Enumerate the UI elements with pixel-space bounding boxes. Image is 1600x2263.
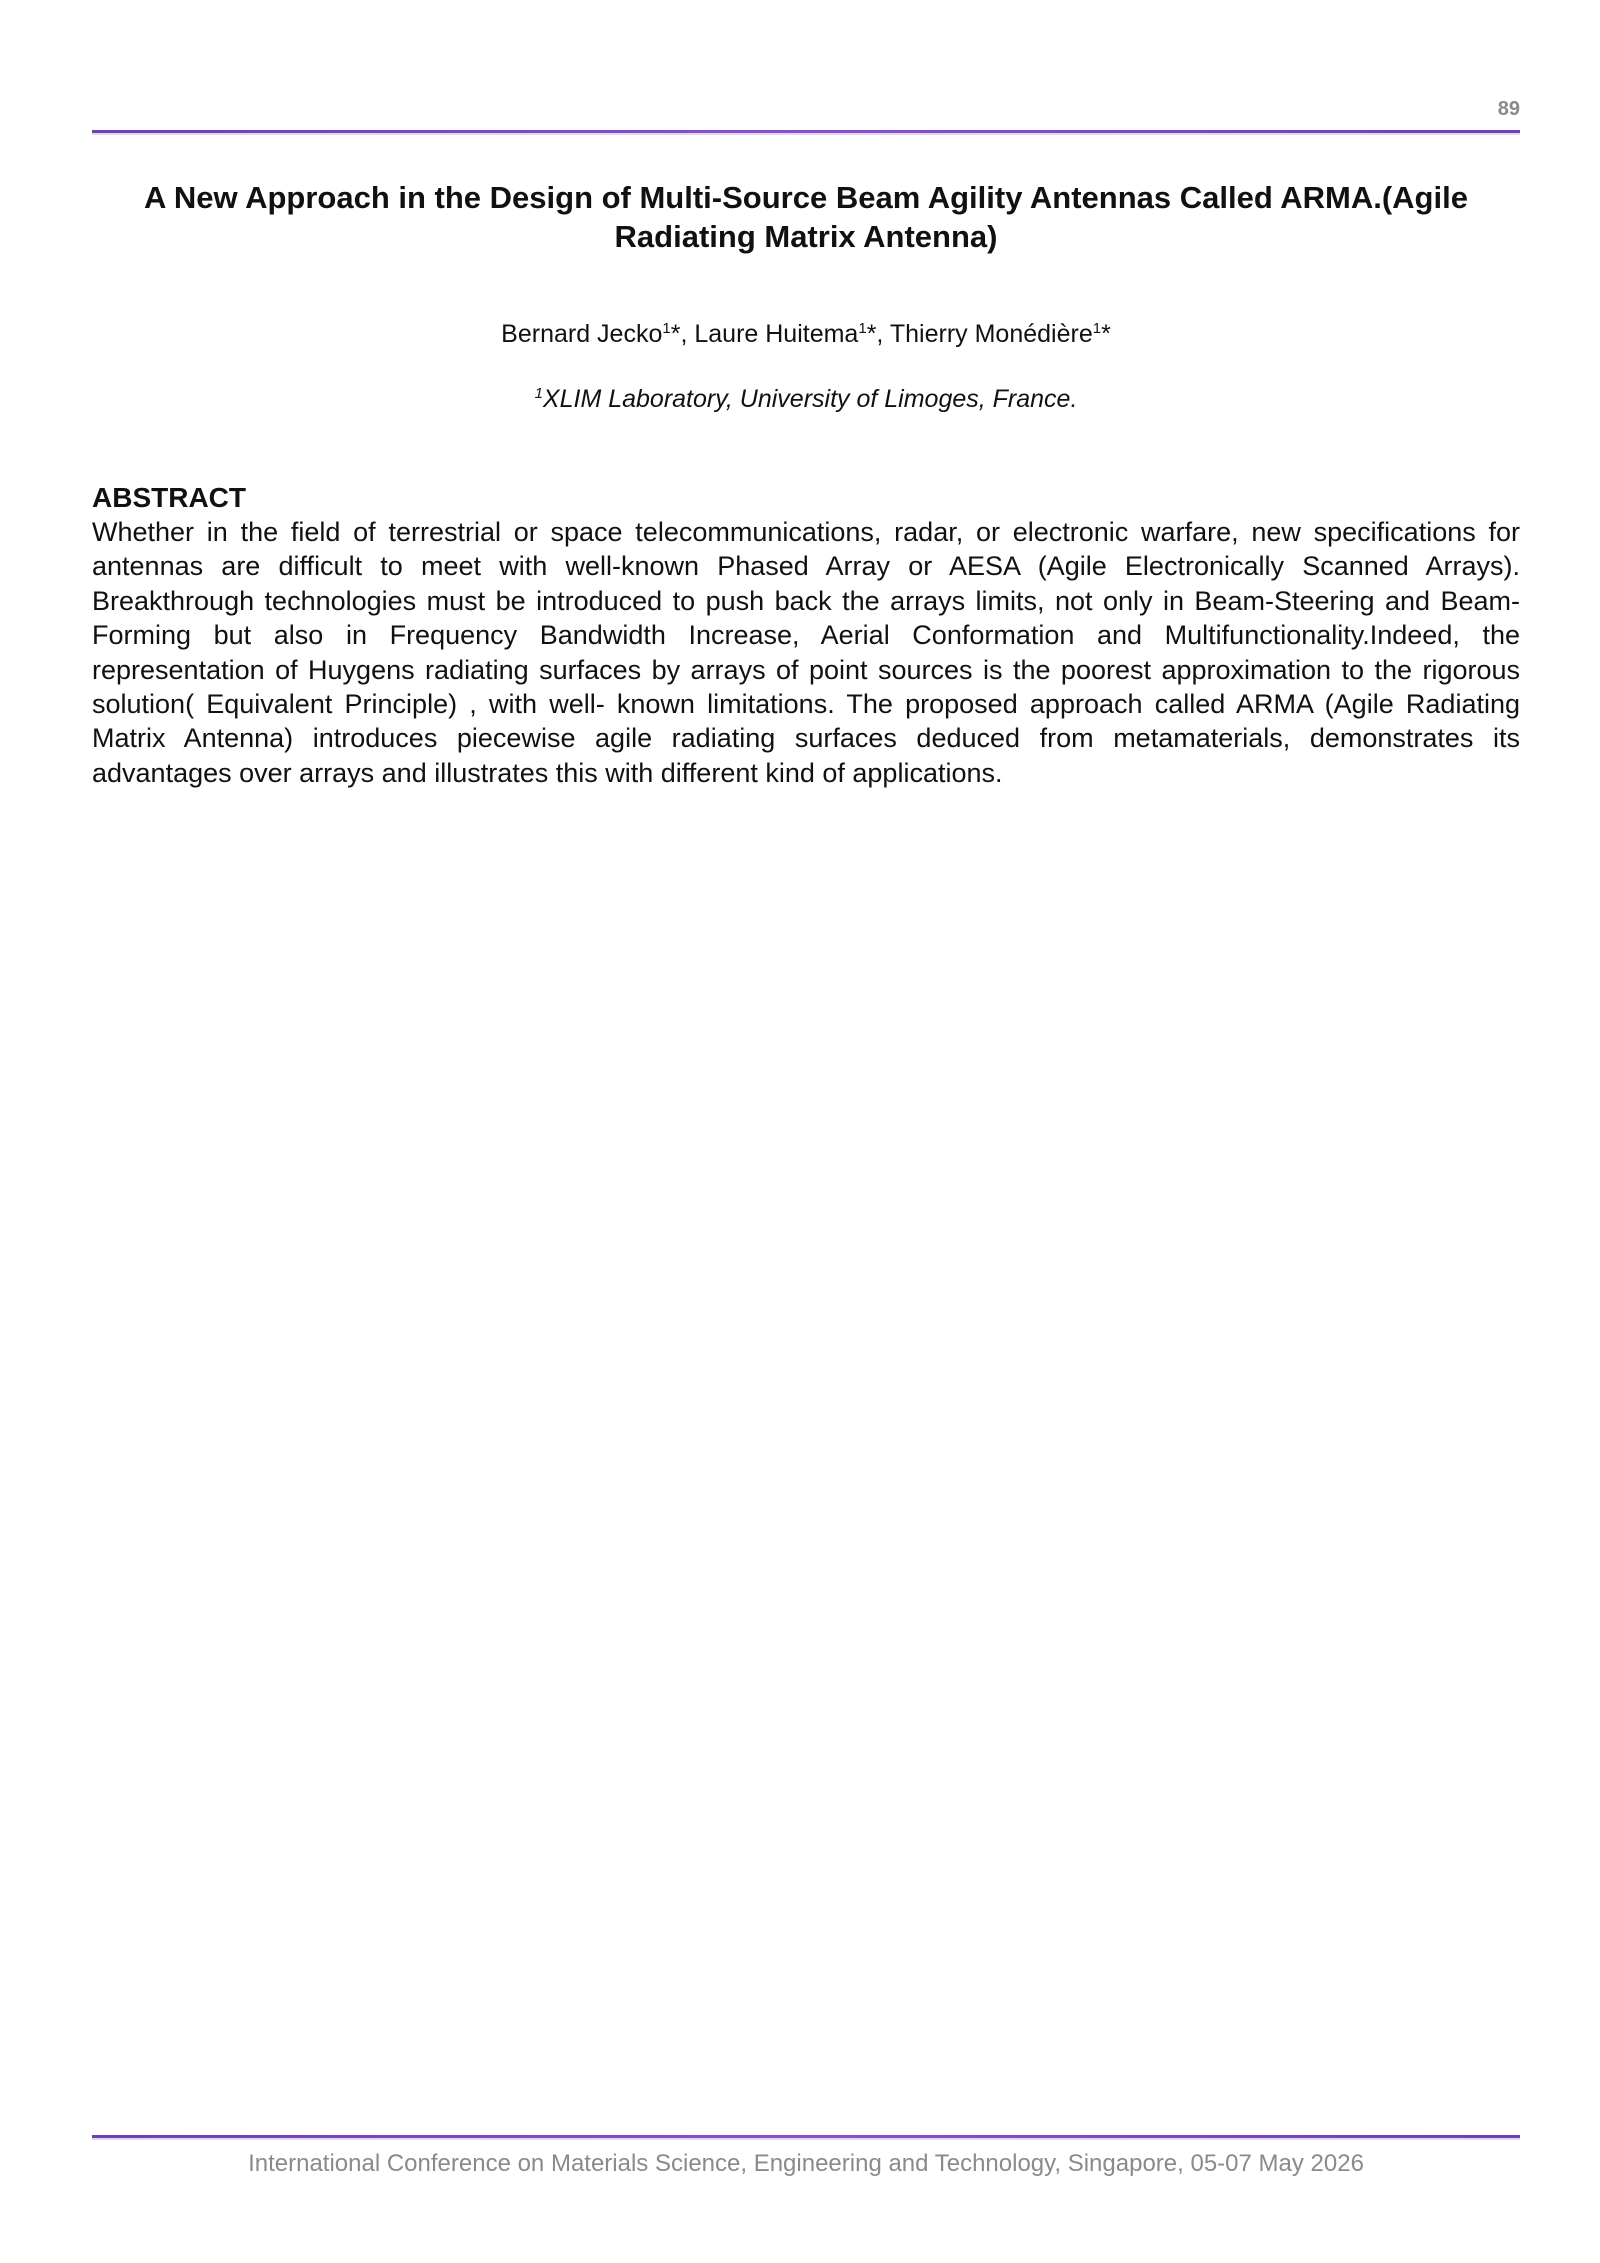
header-rule — [92, 130, 1520, 133]
affiliation-mark: 1 — [534, 385, 543, 402]
abstract-heading: ABSTRACT — [92, 482, 246, 513]
author-affiliation-mark: 1 — [662, 320, 671, 337]
affiliation — [92, 385, 1520, 414]
corresponding-mark: * — [1101, 320, 1111, 348]
author-affiliation-mark: 1 — [858, 320, 867, 337]
author-name: Laure Huitema — [694, 320, 859, 348]
conference-footer: International Conference on Materials Science, Engineering and Technology, Singapore, 05-07 May 2026 — [248, 2150, 1364, 2177]
corresponding-mark: * — [866, 320, 877, 348]
author-separator: , — [680, 320, 695, 348]
abstract-body: Whether in the field of terrestrial or space telecommunications, radar, or electronic warfare, new specifications for antennas are difficult to meet with well-known Phased Array or AESA (Agile Electronically Scanned Arrays). Breakthrough technologies must be introduced to push back the arrays limits, not only in Beam-Steering and Beam-Forming but also in Frequency Bandwidth Increase, Aerial Conformation and Multifunctionality.Indeed, the representation of Huygens radiating surfaces by arrays of point sources is the poorest approximation to the rigorous solution( Equivalent Principle) , with well- known limitations. The proposed approach called ARMA (Agile Radiating Matrix Antenna) introduces piecewise agile radiating surfaces deduced from metamaterials, demonstrates its advantages over arrays and illustrates this with different kind of applications. — [92, 517, 1520, 788]
author-list — [92, 320, 1520, 349]
corresponding-mark: * — [670, 320, 681, 348]
paper-title: A New Approach in the Design of Multi-Source Beam Agility Antennas Called ARMA.(Agile Radiating Matrix Antenna) — [144, 180, 1468, 254]
author-affiliation-mark: 1 — [1092, 320, 1102, 337]
affiliation-text: XLIM Laboratory, University of Limoges, France. — [542, 385, 1078, 413]
author-separator: , — [876, 320, 890, 348]
author-name: Bernard Jecko — [501, 320, 663, 348]
author-name: Thierry Monédière — [889, 320, 1093, 348]
page-number: 89 — [1497, 98, 1520, 120]
footer-rule — [92, 2135, 1520, 2138]
